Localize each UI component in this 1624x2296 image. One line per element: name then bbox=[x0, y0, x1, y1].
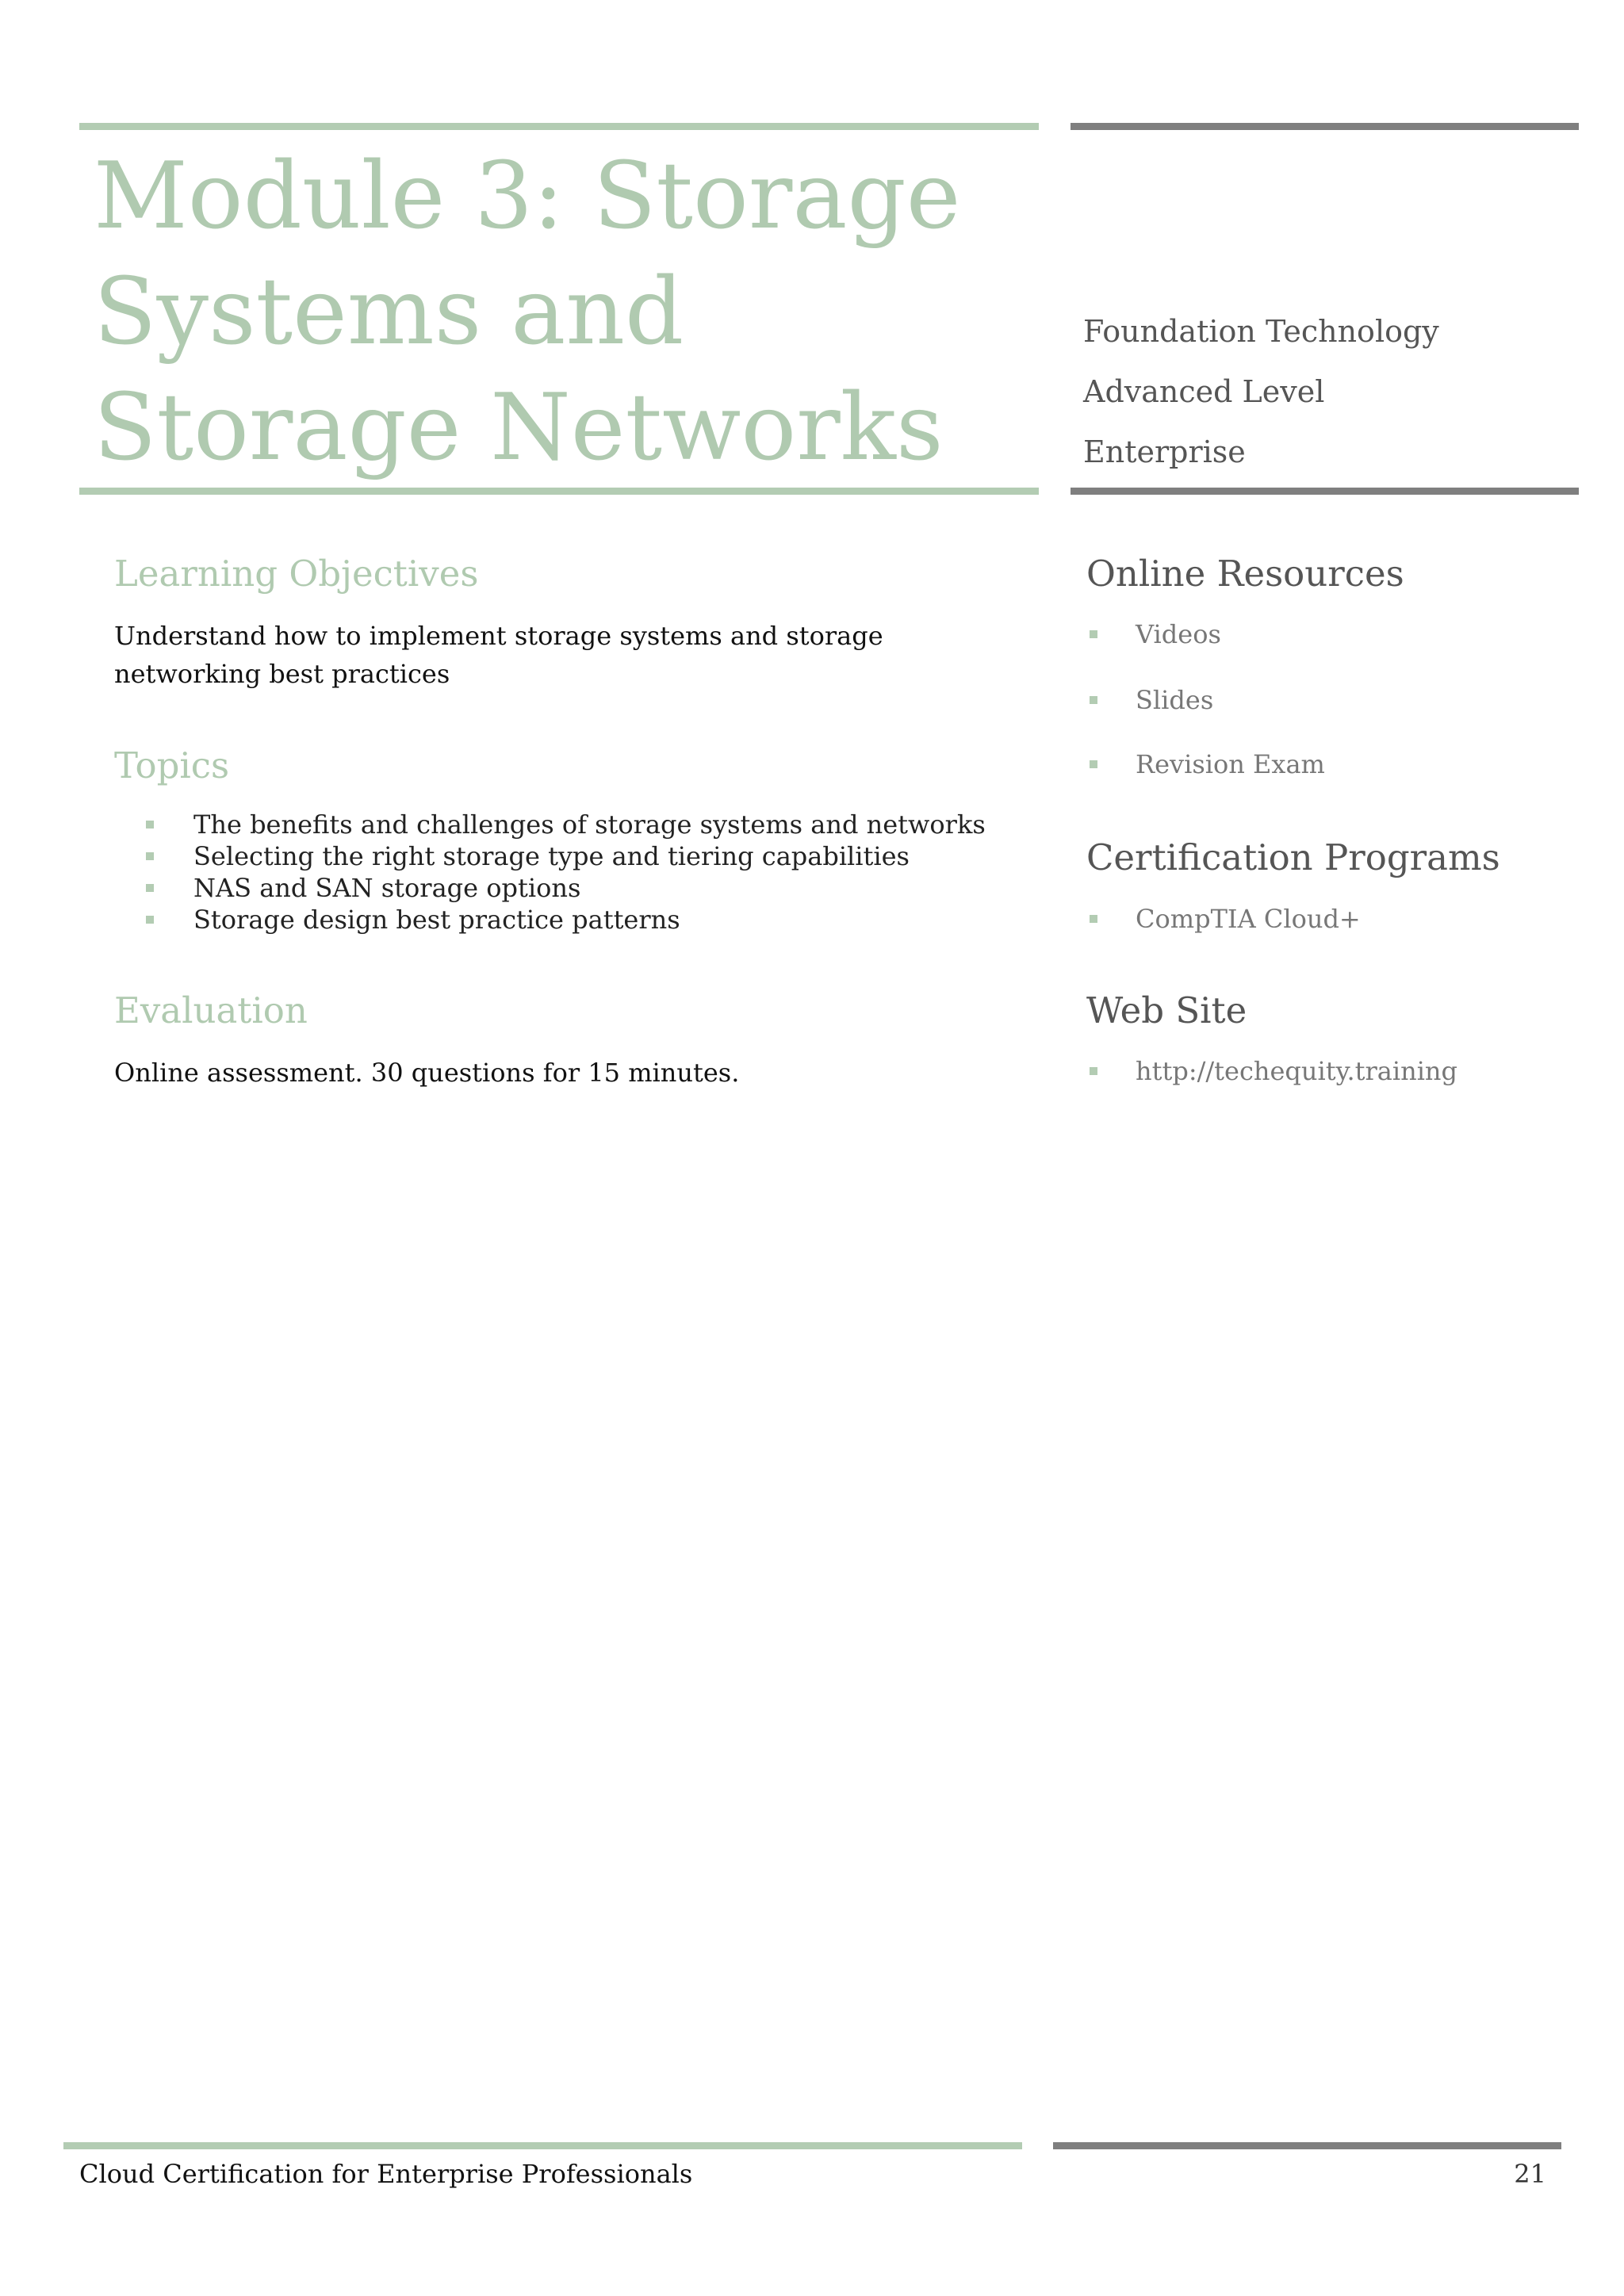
list-item: The benefits and challenges of storage systems and networks bbox=[144, 809, 1017, 840]
web-site-link[interactable]: http://techequity.training bbox=[1088, 1055, 1580, 1087]
square-bullet-icon bbox=[146, 821, 154, 828]
web-site-heading: Web Site bbox=[1086, 989, 1247, 1031]
online-resources-list bbox=[1088, 618, 1580, 780]
meta-technology: Foundation Technology bbox=[1083, 314, 1439, 349]
list-item: NAS and SAN storage options bbox=[144, 872, 1017, 904]
evaluation-heading: Evaluation bbox=[114, 989, 308, 1031]
certification-comptia-cloud[interactable]: CompTIA Cloud+ bbox=[1088, 903, 1580, 935]
online-resources-heading: Online Resources bbox=[1086, 553, 1404, 595]
certification-programs-list bbox=[1088, 903, 1580, 935]
resource-revision-exam[interactable]: Revision Exam bbox=[1088, 748, 1580, 780]
list-item: Selecting the right storage type and tiering capabilities bbox=[144, 840, 1017, 872]
square-bullet-icon bbox=[1090, 696, 1097, 704]
footer-book-title: Cloud Certification for Enterprise Professionals bbox=[79, 2159, 693, 2189]
footer-rule-left bbox=[63, 2142, 1022, 2149]
title-rule-bottom bbox=[79, 488, 1039, 495]
topics-list bbox=[144, 809, 1017, 936]
learning-objectives-text: Understand how to implement storage systems and storage networking best practices bbox=[114, 621, 883, 689]
square-bullet-icon bbox=[1090, 630, 1097, 638]
resource-videos[interactable]: Videos bbox=[1088, 618, 1580, 650]
square-bullet-icon bbox=[146, 884, 154, 892]
page-title: Module 3: Storage Systems and Storage Networks bbox=[94, 143, 961, 481]
square-bullet-icon bbox=[146, 916, 154, 924]
page-number: 21 bbox=[1514, 2159, 1546, 2189]
certification-programs-heading: Certification Programs bbox=[1086, 836, 1500, 878]
meta-audience: Enterprise bbox=[1083, 434, 1246, 469]
learning-objectives-heading: Learning Objectives bbox=[114, 553, 479, 595]
topics-heading: Topics bbox=[114, 744, 230, 786]
module-meta-list bbox=[1083, 301, 1575, 482]
evaluation-text: Online assessment. 30 questions for 15 minutes. bbox=[114, 1058, 740, 1088]
meta-level: Advanced Level bbox=[1083, 374, 1325, 409]
square-bullet-icon bbox=[146, 852, 154, 860]
list-item: Storage design best practice patterns bbox=[144, 904, 1017, 936]
web-site-list bbox=[1088, 1055, 1580, 1087]
square-bullet-icon bbox=[1090, 760, 1097, 768]
meta-rule-bottom bbox=[1071, 488, 1579, 495]
resource-slides[interactable]: Slides bbox=[1088, 684, 1580, 716]
square-bullet-icon bbox=[1090, 1067, 1097, 1075]
meta-rule-top bbox=[1071, 123, 1579, 130]
title-rule-top bbox=[79, 123, 1039, 130]
footer-rule-right bbox=[1053, 2142, 1561, 2149]
square-bullet-icon bbox=[1090, 915, 1097, 923]
